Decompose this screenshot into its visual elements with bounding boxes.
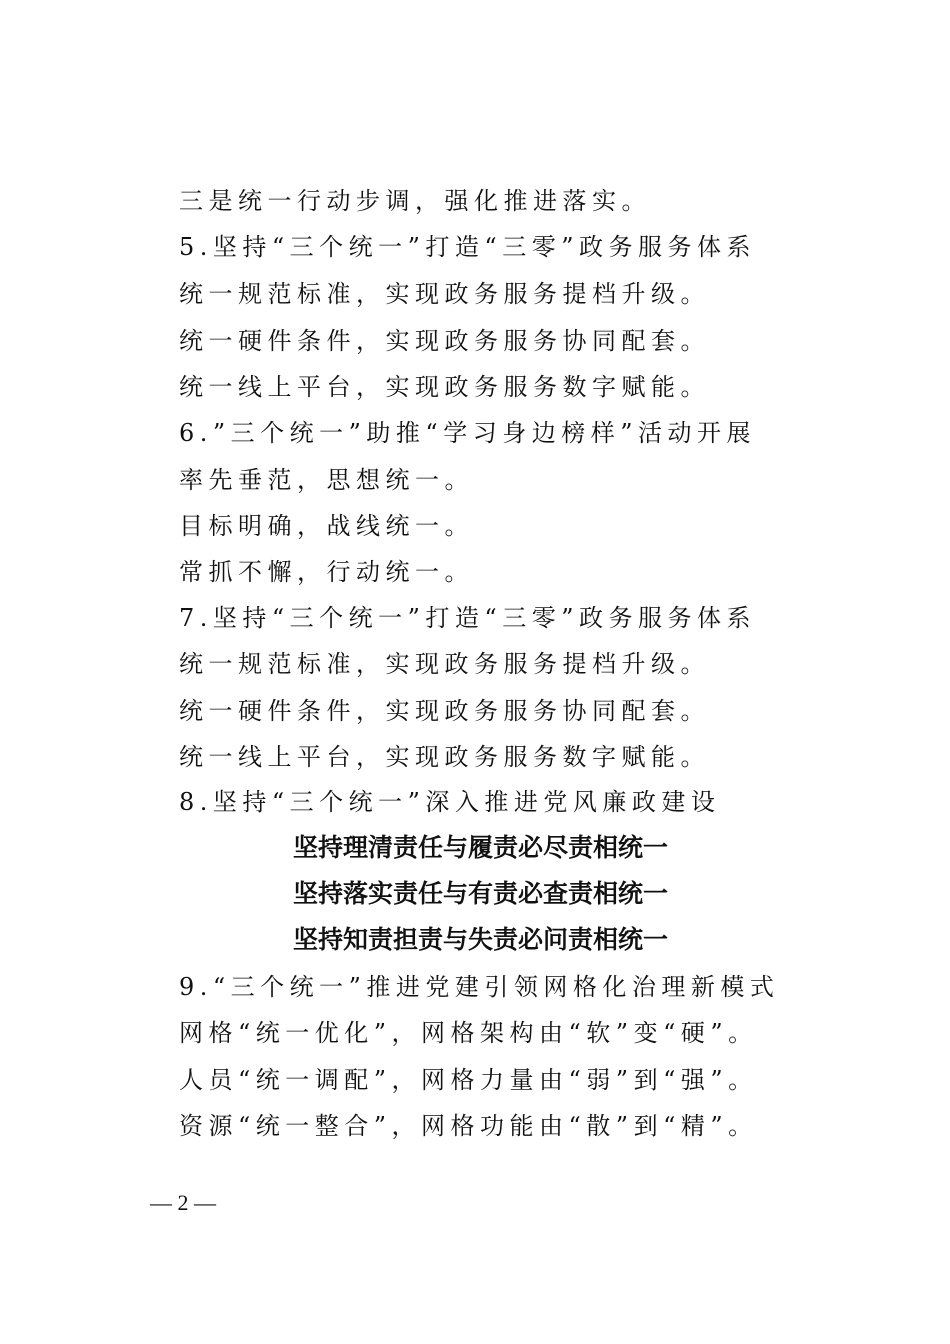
section-heading-6: 6.”三个统一”助推“学习身边榜样”活动开展 bbox=[179, 419, 756, 447]
paragraph-line: 常抓不懈，行动统一。 bbox=[179, 558, 474, 586]
section-heading-8: 8.坚持“三个统一”深入推进党风廉政建设 bbox=[179, 788, 721, 816]
paragraph-line: 统一规范标准，实现政务服务提档升级。 bbox=[179, 280, 710, 308]
paragraph-line: 网格“统一优化”，网格架构由“软”变“硬”。 bbox=[179, 1019, 758, 1047]
paragraph-line: 统一线上平台，实现政务服务数字赋能。 bbox=[179, 743, 710, 771]
section-heading-7: 7.坚持“三个统一”打造“三零”政务服务体系 bbox=[179, 604, 756, 632]
section-heading-5: 5.坚持“三个统一”打造“三零”政务服务体系 bbox=[179, 233, 756, 261]
paragraph-line: 三是统一行动步调，强化推进落实。 bbox=[179, 187, 651, 215]
paragraph-line: 人员“统一调配”，网格力量由“弱”到“强”。 bbox=[179, 1066, 758, 1094]
paragraph-line: 率先垂范，思想统一。 bbox=[179, 466, 474, 494]
section-heading-9: 9.“三个统一”推进党建引领网格化治理新模式 bbox=[179, 973, 780, 1001]
paragraph-line: 统一规范标准，实现政务服务提档升级。 bbox=[179, 650, 710, 678]
paragraph-line: 统一硬件条件，实现政务服务协同配套。 bbox=[179, 327, 710, 355]
paragraph-line: 统一线上平台，实现政务服务数字赋能。 bbox=[179, 373, 710, 401]
paragraph-line: 统一硬件条件，实现政务服务协同配套。 bbox=[179, 697, 710, 725]
paragraph-line: 资源“统一整合”，网格功能由“散”到“精”。 bbox=[179, 1112, 758, 1140]
bold-subheading: 坚持知责担责与失责必问责相统一 bbox=[293, 925, 669, 954]
bold-subheading: 坚持理清责任与履责必尽责相统一 bbox=[293, 833, 669, 862]
page-number: — 2 — bbox=[150, 1190, 216, 1215]
bold-subheading: 坚持落实责任与有责必查责相统一 bbox=[293, 879, 669, 908]
paragraph-line: 目标明确，战线统一。 bbox=[179, 512, 474, 540]
